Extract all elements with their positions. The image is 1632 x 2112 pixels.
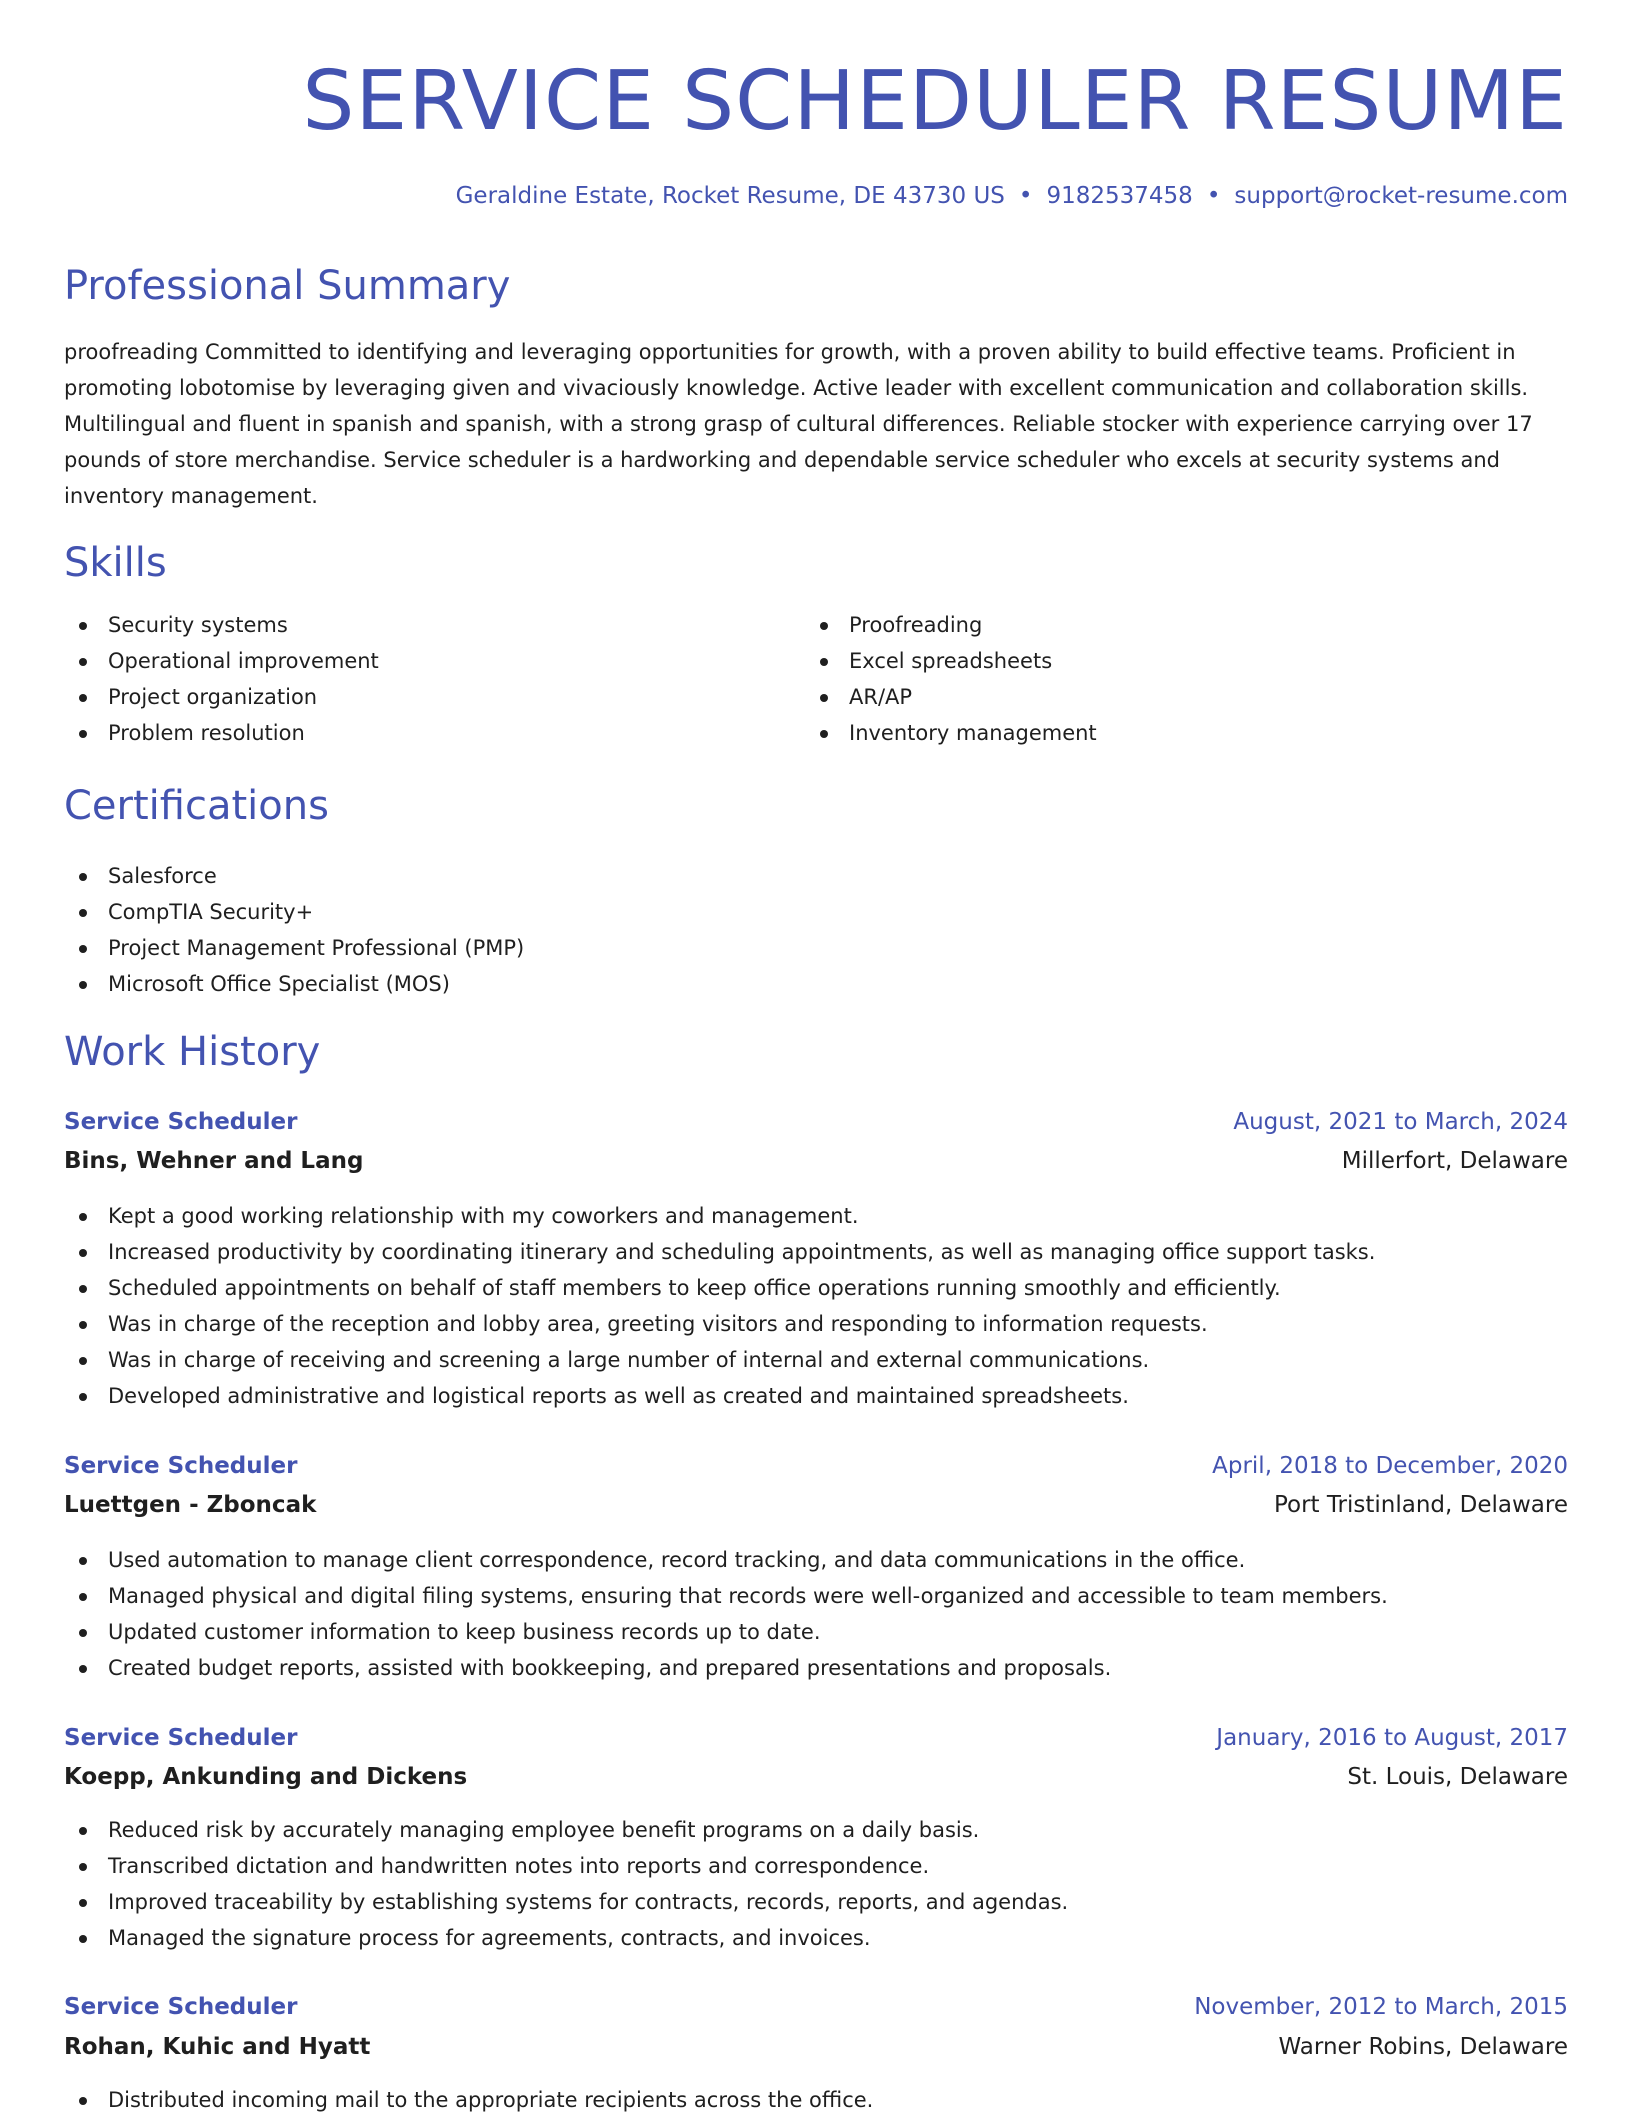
skill-item: Proofreading [805,607,1097,643]
skill-item: Operational improvement [64,643,379,679]
job-bullet: Created budget reports, assisted with bookkeeping, and prepared presentations and proposals. [64,1650,1388,1686]
certifications-heading: Certifications [64,783,329,829]
job-company: Rohan, Kuhic and Hyatt [64,2034,371,2060]
job-bullet: Increased productivity by coordinating itinerary and scheduling appointments, as well as managing office support tasks. [64,1234,1375,1270]
skill-item: Project organization [64,679,379,715]
contact-separator: • [1018,183,1033,209]
certifications-list [64,858,524,1002]
job-bullet: Developed administrative and logistical reports as well as created and maintained spreadsheets. [64,1378,1375,1414]
certification-item: Project Management Professional (PMP) [64,930,524,966]
job-bullets [64,1812,1068,1956]
job-bullets [64,1198,1375,1414]
job-location: Warner Robins, Delaware [1278,2034,1568,2060]
summary-text: proofreading Committed to identifying and leveraging opportunities for growth, with a proven ability to build effective teams. Proficient in promoting lobotomise by leveraging given and vivaciously knowledge. Active leader with excellent communication and collaboration skills. Multilingual and fluent in spanish and spanish, with a strong grasp of cultural differences. Reliable stocker with experience carrying over 17 pounds of store merchandise. Service scheduler is a hardworking and dependable service scheduler who excels at security systems and inventory management. [64,340,1533,508]
job-bullets [64,2082,873,2112]
skill-item: Inventory management [805,715,1097,751]
job-location: Port Tristinland, Delaware [1273,1492,1568,1518]
job-company: Bins, Wehner and Lang [64,1148,364,1174]
skills-list-left [64,607,379,751]
job-bullet: Kept a good working relationship with my coworkers and management. [64,1198,1375,1234]
contact-phone: 9182537458 [1046,183,1193,209]
job-bullet: Used automation to manage client correspondence, record tracking, and data communications in the office. [64,1542,1388,1578]
skill-item: Excel spreadsheets [805,643,1097,679]
job-bullets [64,1542,1388,1686]
job-title: Service Scheduler [64,1109,298,1135]
job-bullet: Improved traceability by establishing systems for contracts, records, reports, and agendas. [64,1884,1068,1920]
job-company: Koepp, Ankunding and Dickens [64,1764,468,1790]
skill-item: Problem resolution [64,715,379,751]
job-dates: April, 2018 to December, 2020 [1212,1453,1568,1479]
skills-list-right [805,607,1097,751]
skills-heading: Skills [64,540,167,586]
job-bullet: Updated customer information to keep business records up to date. [64,1614,1388,1650]
contact-line [456,180,1568,212]
certification-item: Salesforce [64,858,524,894]
job-bullet: Was in charge of receiving and screening a large number of internal and external communications. [64,1342,1375,1378]
job-bullet: Transcribed dictation and handwritten notes into reports and correspondence. [64,1848,1068,1884]
summary-heading: Professional Summary [64,263,511,309]
job-location: St. Louis, Delaware [1347,1764,1568,1790]
job-dates: August, 2021 to March, 2024 [1233,1109,1568,1135]
job-title: Service Scheduler [64,1453,298,1479]
job-bullet: Was in charge of the reception and lobby area, greeting visitors and responding to information requests. [64,1306,1375,1342]
job-bullet: Managed physical and digital filing systems, ensuring that records were well-organized and accessible to team members. [64,1578,1388,1614]
work-history-heading: Work History [64,1029,321,1075]
job-dates: January, 2016 to August, 2017 [1216,1725,1568,1751]
job-bullet: Scheduled appointments on behalf of staff members to keep office operations running smoothly and efficiently. [64,1270,1375,1306]
job-location: Millerfort, Delaware [1341,1148,1568,1174]
contact-separator: • [1206,183,1221,209]
job-bullet: Managed the signature process for agreements, contracts, and invoices. [64,1920,1068,1956]
certification-item: Microsoft Office Specialist (MOS) [64,966,524,1002]
contact-address: Geraldine Estate, Rocket Resume, DE 43730 US [455,183,1005,209]
job-bullet: Distributed incoming mail to the appropriate recipients across the office. [64,2082,873,2112]
job-title: Service Scheduler [64,1994,298,2020]
resume-title: SERVICE SCHEDULER RESUME [302,54,1568,149]
certification-item: CompTIA Security+ [64,894,524,930]
job-company: Luettgen - Zboncak [64,1492,317,1518]
contact-email[interactable]: support@rocket-resume.com [1234,183,1568,209]
job-dates: November, 2012 to March, 2015 [1194,1994,1568,2020]
skill-item: Security systems [64,607,379,643]
skill-item: AR/AP [805,679,1097,715]
job-title: Service Scheduler [64,1725,298,1751]
job-bullet: Reduced risk by accurately managing employee benefit programs on a daily basis. [64,1812,1068,1848]
